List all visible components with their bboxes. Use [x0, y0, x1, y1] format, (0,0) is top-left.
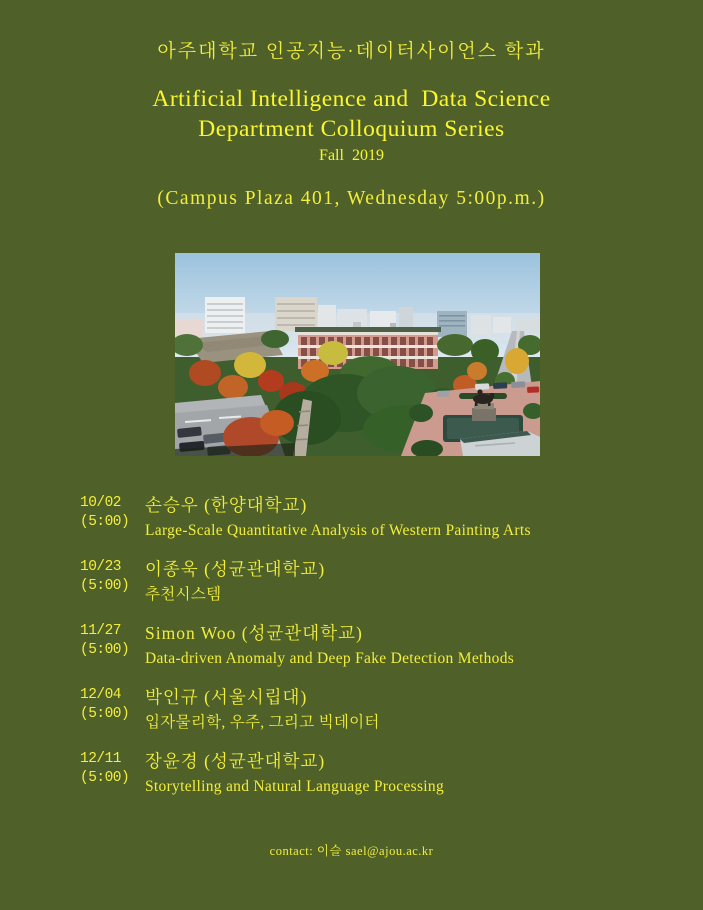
entry-speaker: 손승우 (한양대학교)	[145, 495, 308, 515]
entry-date: 12/11	[80, 751, 122, 767]
entry-details	[145, 622, 670, 669]
entry-details	[145, 750, 670, 797]
entry-date: 10/23	[80, 559, 122, 575]
campus-photo	[175, 253, 540, 456]
poster-title-line2: Department Colloquium Series	[198, 116, 505, 142]
entry-speaker: 장윤경 (성균관대학교)	[145, 751, 326, 771]
campus-photo-illustration	[175, 253, 540, 456]
entry-date: 10/02	[80, 495, 122, 511]
schedule-entry	[80, 686, 670, 733]
entry-datetime	[80, 494, 145, 532]
entry-title: Data-driven Anomaly and Deep Fake Detection Methods	[145, 650, 515, 667]
entry-title: Storytelling and Natural Language Processing	[145, 778, 445, 795]
entry-time: (5:00)	[80, 578, 130, 594]
entry-details	[145, 686, 670, 733]
entry-datetime	[80, 750, 145, 788]
schedule-entry	[80, 558, 670, 605]
venue-line: (Campus Plaza 401, Wednesday 5:00p.m.)	[157, 188, 546, 209]
entry-title: 입자물리학, 우주, 그리고 빅데이터	[145, 714, 380, 731]
entry-details	[145, 558, 670, 605]
contact-line: contact: 이슬 sael@ajou.ac.kr	[269, 844, 434, 858]
department-name-korean: 아주대학교 인공지능·데이터사이언스 학과	[157, 41, 546, 62]
entry-title: Large-Scale Quantitative Analysis of Western Painting Arts	[145, 522, 531, 539]
schedule-list	[80, 494, 670, 814]
entry-speaker: 박인규 (서울시립대)	[145, 687, 308, 707]
term-label: Fall 2019	[319, 147, 384, 164]
entry-time: (5:00)	[80, 706, 130, 722]
entry-date: 11/27	[80, 623, 122, 639]
entry-speaker: 이종욱 (성균관대학교)	[145, 559, 326, 579]
entry-datetime	[80, 686, 145, 724]
entry-time: (5:00)	[80, 642, 130, 658]
entry-details	[145, 494, 670, 541]
entry-time: (5:00)	[80, 770, 130, 786]
entry-date: 12/04	[80, 687, 122, 703]
entry-datetime	[80, 558, 145, 596]
schedule-entry	[80, 622, 670, 669]
poster-title-line1: Artificial Intelligence and Data Science	[152, 86, 551, 112]
schedule-entry	[80, 494, 670, 541]
entry-title: 추천시스템	[145, 586, 222, 603]
entry-time: (5:00)	[80, 514, 130, 530]
poster-title	[0, 84, 703, 144]
entry-speaker: Simon Woo (성균관대학교)	[145, 623, 363, 643]
entry-datetime	[80, 622, 145, 660]
schedule-entry	[80, 750, 670, 797]
